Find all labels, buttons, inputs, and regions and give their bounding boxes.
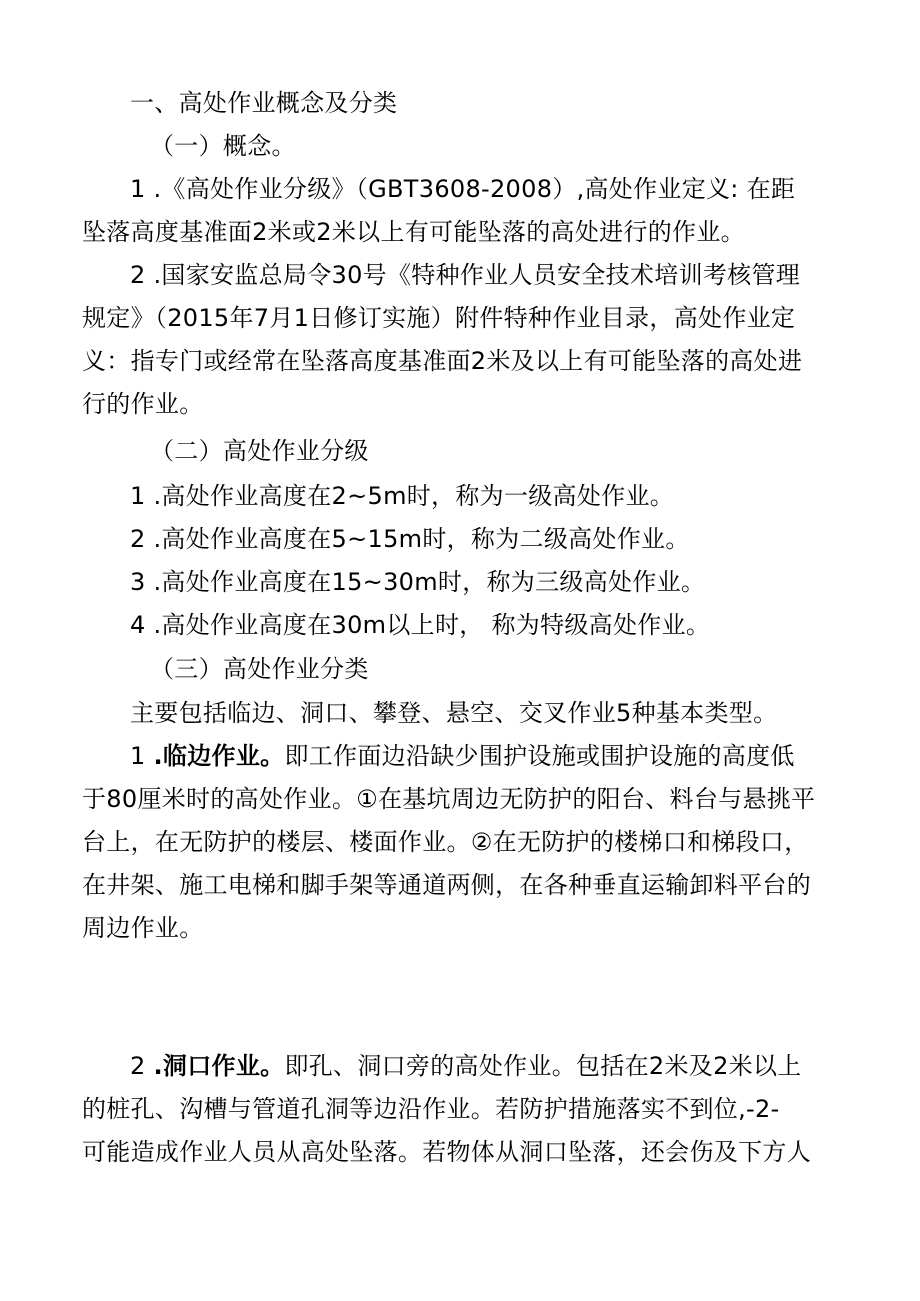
list-item: 4 .高处作业高度在30m以上时， 称为特级高处作业。 — [130, 611, 711, 639]
page-number: -2- — [746, 1095, 780, 1123]
paragraph-line: 周边作业。 — [82, 914, 204, 942]
subsection-heading: （二）高处作业分级 — [150, 437, 369, 465]
list-item: 3 .高处作业高度在15~30m时，称为三级高处作业。 — [130, 568, 706, 596]
term-bold: .洞口作业。 — [153, 1052, 285, 1080]
item-number: 1 — [130, 742, 146, 770]
paragraph-line — [82, 1093, 780, 1125]
paragraph-line — [130, 1050, 802, 1082]
paragraph-line: 在井架、施工电梯和脚手架等通道两侧，在各种垂直运输卸料平台的 — [82, 871, 811, 899]
paragraph-line: 可能造成作业人员从高处坠落。若物体从洞口坠落，还会伤及下方人 — [82, 1138, 811, 1166]
paragraph-line: 台上，在无防护的楼层、楼面作业。②在无防护的楼梯口和梯段口， — [82, 828, 809, 856]
subsection-heading: （一）概念。 — [150, 132, 296, 160]
paragraph-line: 坠落高度基准面2米或2米以上有可能坠落的高处进行的作业。 — [82, 218, 745, 246]
paragraph-line: 主要包括临边、洞口、攀登、悬空、交叉作业5种基本类型。 — [130, 699, 778, 727]
paragraph-text: 的桩孔、沟槽与管道孔洞等边沿作业。若防护措施落实不到位, — [82, 1095, 747, 1123]
item-number: 2 — [130, 1052, 146, 1080]
paragraph-line: 行的作业。 — [82, 390, 204, 418]
paragraph-line: 于80厘米时的高处作业。①在基坑周边无防护的阳台、料台与悬挑平 — [82, 785, 816, 813]
term-definition: 即孔、洞口旁的高处作业。包括在2米及2米以上 — [284, 1052, 802, 1080]
term-definition: 即工作面边沿缺少围护设施或围护设施的高度低 — [284, 742, 795, 770]
paragraph-line — [130, 740, 795, 772]
paragraph-line: 义：指专门或经常在坠落高度基准面2米及以上有可能坠落的高处进 — [82, 347, 803, 375]
section-heading: 一、高处作业概念及分类 — [130, 89, 398, 117]
subsection-heading: （三）高处作业分类 — [150, 655, 369, 683]
paragraph-line: 1 .《高处作业分级》（GBT3608-2008）,高处作业定义: 在距 — [130, 175, 796, 203]
paragraph-line: 2 .国家安监总局令30号《特种作业人员安全技术培训考核管理 — [130, 261, 801, 289]
list-item: 1 .高处作业高度在2~5m时，称为一级高处作业。 — [130, 482, 675, 510]
list-item: 2 .高处作业高度在5~15m时，称为二级高处作业。 — [130, 525, 690, 553]
term-bold: .临边作业。 — [153, 742, 285, 770]
paragraph-line: 规定》（2015年7月1日修订实施）附件特种作业目录，高处作业定 — [82, 304, 796, 332]
